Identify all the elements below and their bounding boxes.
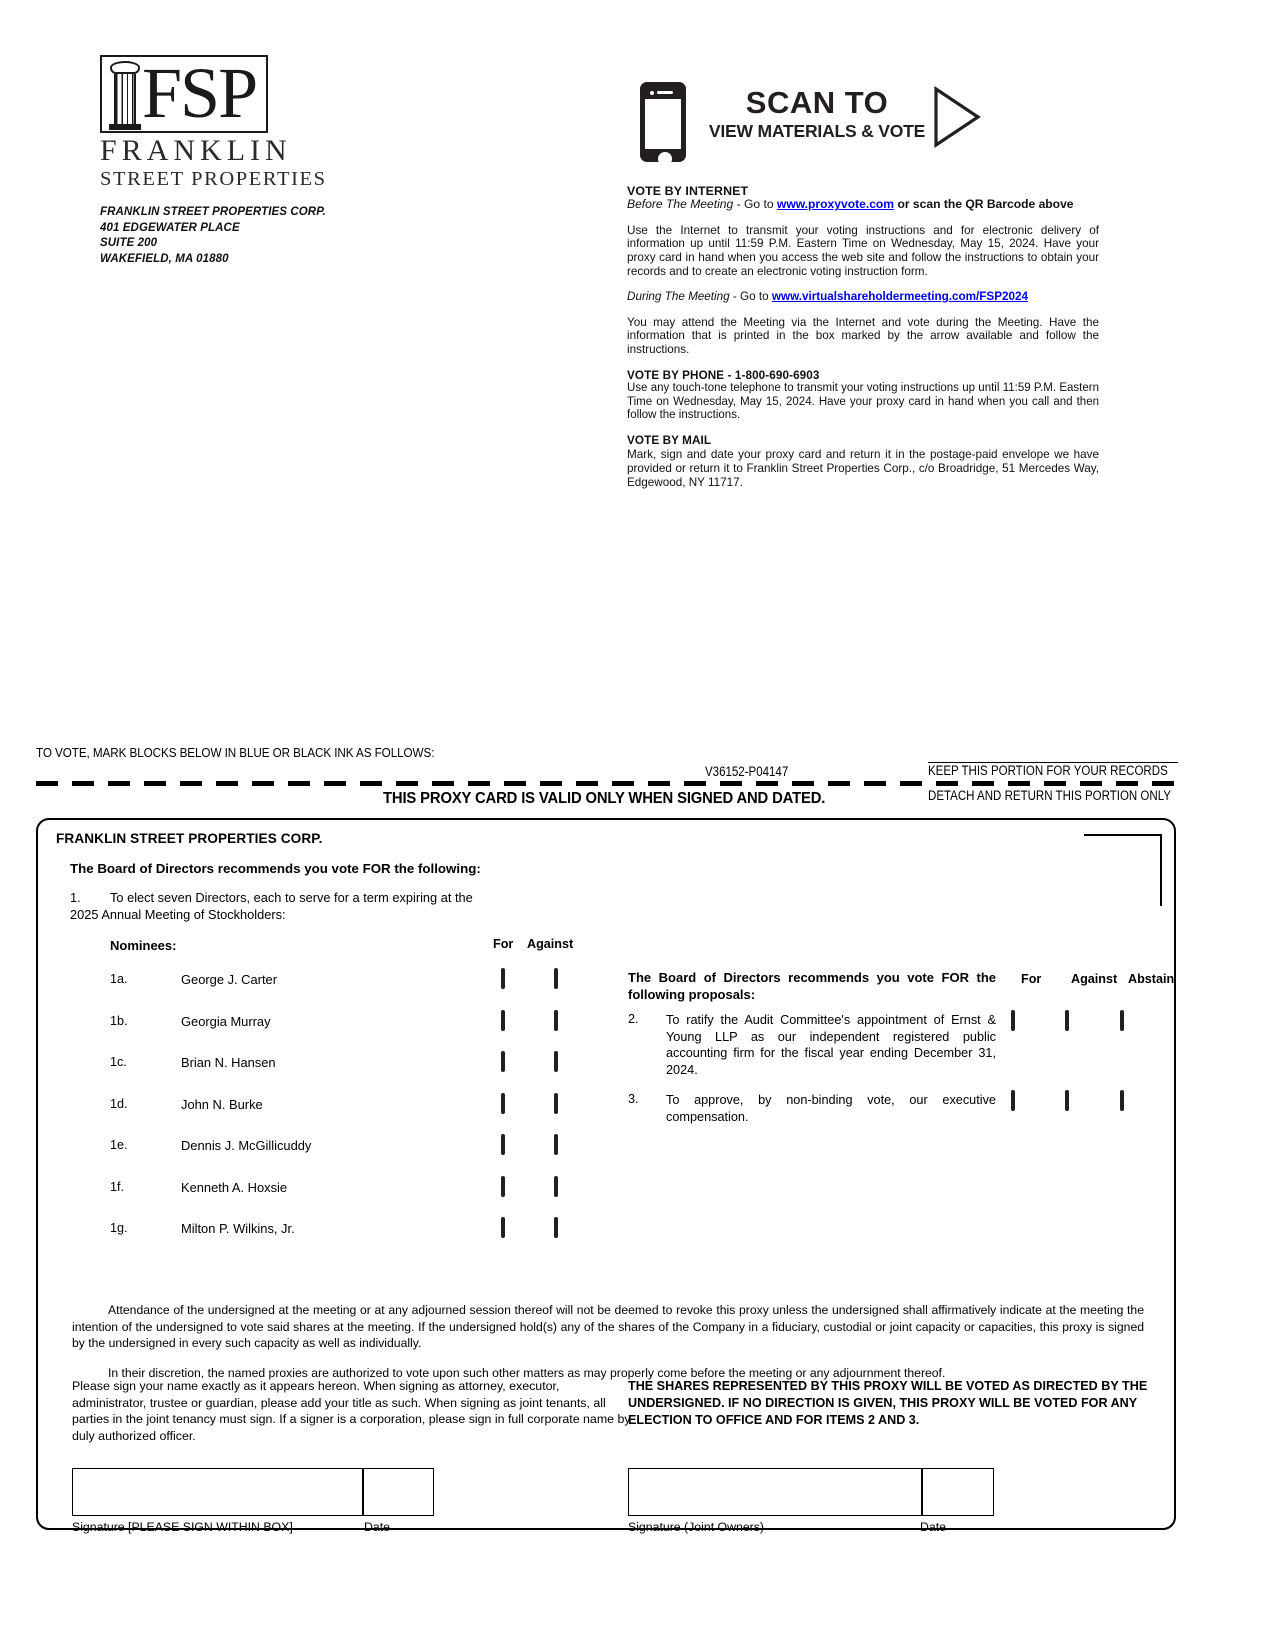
column-header-against: Against	[1071, 972, 1118, 986]
nominee-name: Dennis J. McGillicuddy	[181, 1138, 312, 1153]
keep-portion-label: KEEP THIS PORTION FOR YOUR RECORDS	[928, 763, 1168, 778]
nominee-index: 1a.	[110, 972, 128, 986]
proposal-1-text: To elect seven Directors, each to serve for a term expiring at the 2025 Annual Meeting of Stockholders:	[70, 890, 473, 922]
view-materials-label: VIEW MATERIALS & VOTE	[708, 121, 926, 141]
logo-letters: FSP	[142, 55, 257, 133]
nominee-index: 1c.	[110, 1055, 127, 1069]
vote-by-internet-heading: VOTE BY INTERNET	[627, 184, 749, 198]
nominee-row	[110, 1095, 600, 1137]
proposal-2-text: To ratify the Audit Committee's appointment of Ernst & Young LLP as our independent registered public accounting firm for the fiscal year ending December 31, 2024.	[666, 1013, 996, 1077]
address-line: FRANKLIN STREET PROPERTIES CORP.	[100, 206, 326, 218]
nominee-column-headers	[493, 937, 573, 951]
nominee-index: 1d.	[110, 1096, 128, 1111]
proposal-3-against-checkbox[interactable]	[1065, 1090, 1069, 1111]
nominee-against-checkbox[interactable]	[554, 1010, 558, 1031]
nominee-row	[110, 970, 600, 1012]
attendance-paragraph: Attendance of the undersigned at the meeting or at any adjourned session thereof will not be deemed to revoke this proxy unless the undersigned shall affirmatively indicate at the meeting the intention of the undersigned to vote said shares at the meeting. If the undersigned hold(s) any of the shares of the Company in a fiduciary, custodial or joint capacity or capacities, this proxy is signed by the undersigned in every such capacity as well as individually.	[72, 1303, 1144, 1350]
address-line: WAKEFIELD, MA 01880	[100, 252, 229, 265]
proxyvote-link[interactable]: www.proxyvote.com	[776, 197, 895, 212]
nominee-against-checkbox[interactable]	[554, 1217, 558, 1238]
company-logo-block	[100, 55, 400, 267]
discretion-paragraph: In their discretion, the named proxies are authorized to vote upon such other matters as may properly come before the meeting or any adjournment thereof.	[108, 1365, 946, 1380]
vote-before-meeting-line	[627, 198, 1099, 211]
proxy-valid-notice: THIS PROXY CARD IS VALID ONLY WHEN SIGNED AND DATED.	[383, 790, 826, 807]
during-meeting-label: During The Meeting	[627, 290, 730, 304]
board-recommendation-left: The Board of Directors recommends you vote FOR the following:	[70, 861, 481, 876]
nominee-for-checkbox[interactable]	[501, 1093, 505, 1114]
proposal-2-number: 2.	[628, 1012, 639, 1026]
column-header-for: For	[1021, 972, 1042, 986]
mail-instructions-body: Mark, sign and date your proxy card and return it in the postage-paid envelope we have provided or return it to Franklin Street Properties Corp., c/o Broadridge, 51 Mercedes Way, Edgewood, NY 11717.	[627, 447, 1099, 489]
detach-portion-label: DETACH AND RETURN THIS PORTION ONLY	[928, 788, 1171, 803]
proposal-2-for-checkbox[interactable]	[1011, 1010, 1015, 1031]
control-number-corner-bracket	[1084, 834, 1162, 906]
legal-paragraphs	[72, 1302, 1144, 1381]
proposal-3-text: To approve, by non-binding vote, our executive compensation.	[666, 1093, 996, 1124]
nominee-name: John N. Burke	[181, 1096, 263, 1112]
nominee-for-checkbox[interactable]	[501, 1010, 505, 1031]
vote-by-mail-heading: VOTE BY MAIL	[627, 434, 712, 448]
scan-banner-text	[708, 86, 926, 142]
during-meeting-dash: - Go to	[729, 290, 772, 304]
nominee-name: Milton P. Wilkins, Jr.	[181, 1221, 295, 1236]
nominee-row	[110, 1012, 600, 1054]
nominee-for-checkbox[interactable]	[501, 1217, 505, 1238]
company-address	[100, 205, 400, 267]
nominee-name: Brian N. Hansen	[181, 1055, 276, 1070]
proxy-stub	[0, 0, 1275, 735]
date-label-joint: Date	[920, 1520, 946, 1534]
nominee-name: Georgia Murray	[181, 1013, 271, 1029]
logo-word-franklin: FRANKLIN	[100, 134, 292, 167]
signature-label-primary: Signature [PLEASE SIGN WITHIN BOX]	[72, 1520, 293, 1534]
before-meeting-label: Before The Meeting	[627, 197, 734, 212]
address-line: 401 EDGEWATER PLACE	[100, 221, 240, 234]
nominee-name: George J. Carter	[181, 972, 277, 987]
column-header-against: Against	[527, 937, 574, 951]
shares-voted-note: THE SHARES REPRESENTED BY THIS PROXY WILL BE VOTED AS DIRECTED BY THE UNDERSIGNED. IF NO DIRECTION IS GIVEN, THIS PROXY WILL BE VOTED FOR ANY ELECTION TO OFFICE AND FOR ITEMS 2 AND 3.	[628, 1379, 1148, 1427]
nominee-against-checkbox[interactable]	[554, 968, 558, 989]
signature-label-joint: Signature (Joint Owners)	[628, 1520, 765, 1534]
proposal-column-headers	[1021, 972, 1174, 986]
nominee-against-checkbox[interactable]	[554, 1093, 558, 1114]
nominee-name: Kenneth A. Hoxsie	[181, 1179, 288, 1195]
proposal-3-number: 3.	[628, 1092, 639, 1106]
proposal-3-for-checkbox[interactable]	[1011, 1090, 1015, 1111]
vote-during-meeting-line	[627, 290, 1099, 304]
board-recommendation-right: The Board of Directors recommends you vote FOR the following proposals:	[628, 970, 996, 1002]
vote-by-phone-heading: VOTE BY PHONE - 1-800-690-6903	[627, 368, 820, 382]
during-meeting-body: You may attend the Meeting via the Internet and vote during the Meeting. Have the information that is printed in the box marked by the arrow available and follow the instructions.	[627, 315, 1099, 356]
nominee-row	[110, 1219, 600, 1261]
nominee-index: 1b.	[110, 1013, 128, 1028]
nominee-against-checkbox[interactable]	[554, 1134, 558, 1155]
detach-dashed-line	[36, 781, 1178, 786]
column-icon	[110, 61, 140, 131]
nominee-row	[110, 1178, 600, 1220]
proposal-2-abstain-checkbox[interactable]	[1120, 1010, 1124, 1031]
nominee-for-checkbox[interactable]	[501, 1176, 505, 1197]
column-header-for: For	[493, 937, 514, 951]
proposal-1	[70, 890, 490, 924]
logo-word-street-properties: STREET PROPERTIES	[100, 168, 327, 190]
proxy-card	[36, 818, 1176, 1534]
nominee-row	[110, 1053, 600, 1095]
signature-box-joint[interactable]	[628, 1468, 994, 1516]
smartphone-icon	[640, 82, 686, 162]
before-meeting-tail: or scan the QR Barcode above	[894, 197, 1074, 212]
phone-instructions-body: Use any touch-tone telephone to transmit your voting instructions up until 11:59 P.M. Eastern Time on Wednesday, May 15, 2024. Have your proxy card in hand when you call and then follow the instructions.	[627, 382, 1099, 421]
virtual-meeting-link[interactable]: www.virtualshareholdermeeting.com/FSP2024	[771, 290, 1029, 304]
nominee-row	[110, 1136, 600, 1178]
proposal-2-against-checkbox[interactable]	[1065, 1010, 1069, 1031]
vote-instructions	[627, 185, 1099, 489]
before-meeting-dash: - Go to	[733, 197, 777, 212]
date-label-primary: Date	[364, 1520, 390, 1534]
nominees-label: Nominees:	[110, 938, 177, 953]
control-number: V36152-P04147	[705, 764, 789, 779]
proposal-3-abstain-checkbox[interactable]	[1120, 1090, 1124, 1111]
nominee-for-checkbox[interactable]	[501, 1051, 505, 1072]
column-header-abstain: Abstain	[1128, 972, 1175, 986]
nominee-against-checkbox[interactable]	[554, 1176, 558, 1197]
fsp-logo-icon	[100, 55, 268, 133]
signature-box-primary[interactable]	[72, 1468, 434, 1516]
nominee-for-checkbox[interactable]	[501, 1134, 505, 1155]
nominee-index: 1f.	[110, 1179, 125, 1194]
address-line: SUITE 200	[100, 237, 158, 249]
internet-instructions-body: Use the Internet to transmit your voting instructions and for electronic delivery of information up until 11:59 P.M. Eastern Time on Wednesday, May 15, 2024. Have your proxy card in hand when you access the web site and follow the instructions to obtain your records and to create an electronic voting instruction form.	[627, 223, 1099, 278]
nominee-index: 1e.	[110, 1138, 128, 1152]
signature-instructions: Please sign your name exactly as it appears hereon. When signing as attorney, executor, administrator, trustee or guardian, please add your title as such. When signing as joint tenants, all parties in the joint tenancy must sign. If a signer is a corporation, please sign in full corporate name by duly authorized officer.	[72, 1379, 631, 1443]
proposal-1-number: 1.	[70, 890, 81, 905]
scan-to-label: SCAN TO	[745, 85, 889, 120]
card-company-title: FRANKLIN STREET PROPERTIES CORP.	[56, 831, 323, 846]
nominee-against-checkbox[interactable]	[554, 1051, 558, 1072]
nominees-list	[110, 970, 600, 1261]
scan-to-vote-banner	[640, 72, 980, 164]
nominee-index: 1g.	[110, 1221, 128, 1235]
to-vote-instruction: TO VOTE, MARK BLOCKS BELOW IN BLUE OR BLACK INK AS FOLLOWS:	[36, 745, 435, 760]
nominee-for-checkbox[interactable]	[501, 968, 505, 989]
